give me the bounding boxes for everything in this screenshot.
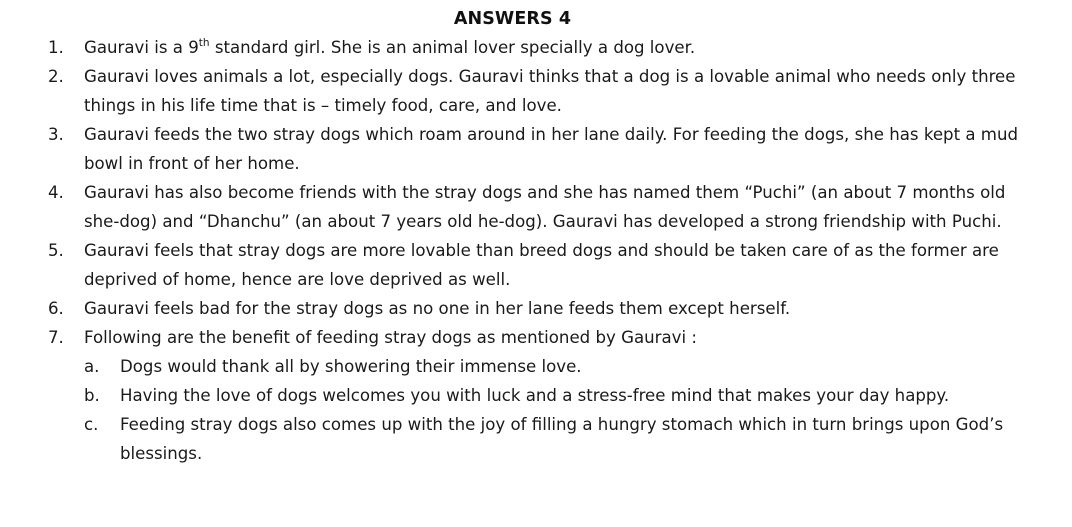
item-number: 6.: [48, 299, 64, 318]
answers-list: [0, 33, 1072, 468]
answer-item-3: [0, 120, 1072, 178]
item-number: 5.: [48, 241, 64, 260]
benefit-item-b: [84, 381, 1042, 410]
page-title: ANSWERS 4: [453, 9, 572, 29]
sub-item-letter: a.: [84, 357, 100, 376]
item-number: 7.: [48, 328, 64, 347]
answer-item-1: [0, 33, 1072, 62]
answer-text-end: standard girl. She is an animal lover specially a dog lover.: [209, 38, 696, 57]
answer-text: Gauravi loves animals a lot, especially dogs. Gauravi thinks that a dog is a lovable animal who needs only three things in his life time that is – timely food, care, and love.: [84, 67, 1016, 115]
benefit-text: Dogs would thank all by showering their immense love.: [120, 357, 582, 376]
sub-item-letter: c.: [84, 415, 99, 434]
ordinal-superscript: th: [198, 37, 210, 49]
item-number: 4.: [48, 183, 64, 202]
answer-text: Gauravi feels bad for the stray dogs as no one in her lane feeds them except herself.: [84, 299, 791, 318]
item-number: 3.: [48, 125, 64, 144]
answer-item-5: [0, 236, 1072, 294]
item-number: 2.: [48, 67, 64, 86]
answer-text: Gauravi feels that stray dogs are more lovable than breed dogs and should be taken care of as the former are deprived of home, hence are love deprived as well.: [84, 241, 999, 289]
benefit-item-c: [84, 410, 1042, 468]
answer-text: [84, 38, 695, 57]
benefit-text: Feeding stray dogs also comes up with the joy of filling a hungry stomach which in turn brings upon God’s blessings.: [120, 415, 1004, 463]
benefits-sublist: [84, 352, 1042, 468]
answer-text: Gauravi feeds the two stray dogs which roam around in her lane daily. For feeding the dogs, she has kept a mud bowl in front of her home.: [84, 125, 1019, 173]
answer-item-4: [0, 178, 1072, 236]
answer-text: Following are the benefit of feeding stray dogs as mentioned by Gauravi :: [84, 328, 697, 347]
answer-text-start: Gauravi is a 9: [84, 38, 199, 57]
answer-text: Gauravi has also become friends with the stray dogs and she has named them “Puchi” (an about 7 months old she-dog) and “Dhanchu” (an about 7 years old he-dog). Gauravi has developed a strong friendship with Puchi.: [84, 183, 1006, 231]
sub-item-letter: b.: [84, 386, 100, 405]
benefit-text: Having the love of dogs welcomes you with luck and a stress-free mind that makes your day happy.: [120, 386, 950, 405]
benefit-item-a: [84, 352, 1042, 381]
answer-item-7: [0, 323, 1072, 468]
answer-item-2: [0, 62, 1072, 120]
answer-item-6: [0, 294, 1072, 323]
item-number: 1.: [48, 38, 64, 57]
